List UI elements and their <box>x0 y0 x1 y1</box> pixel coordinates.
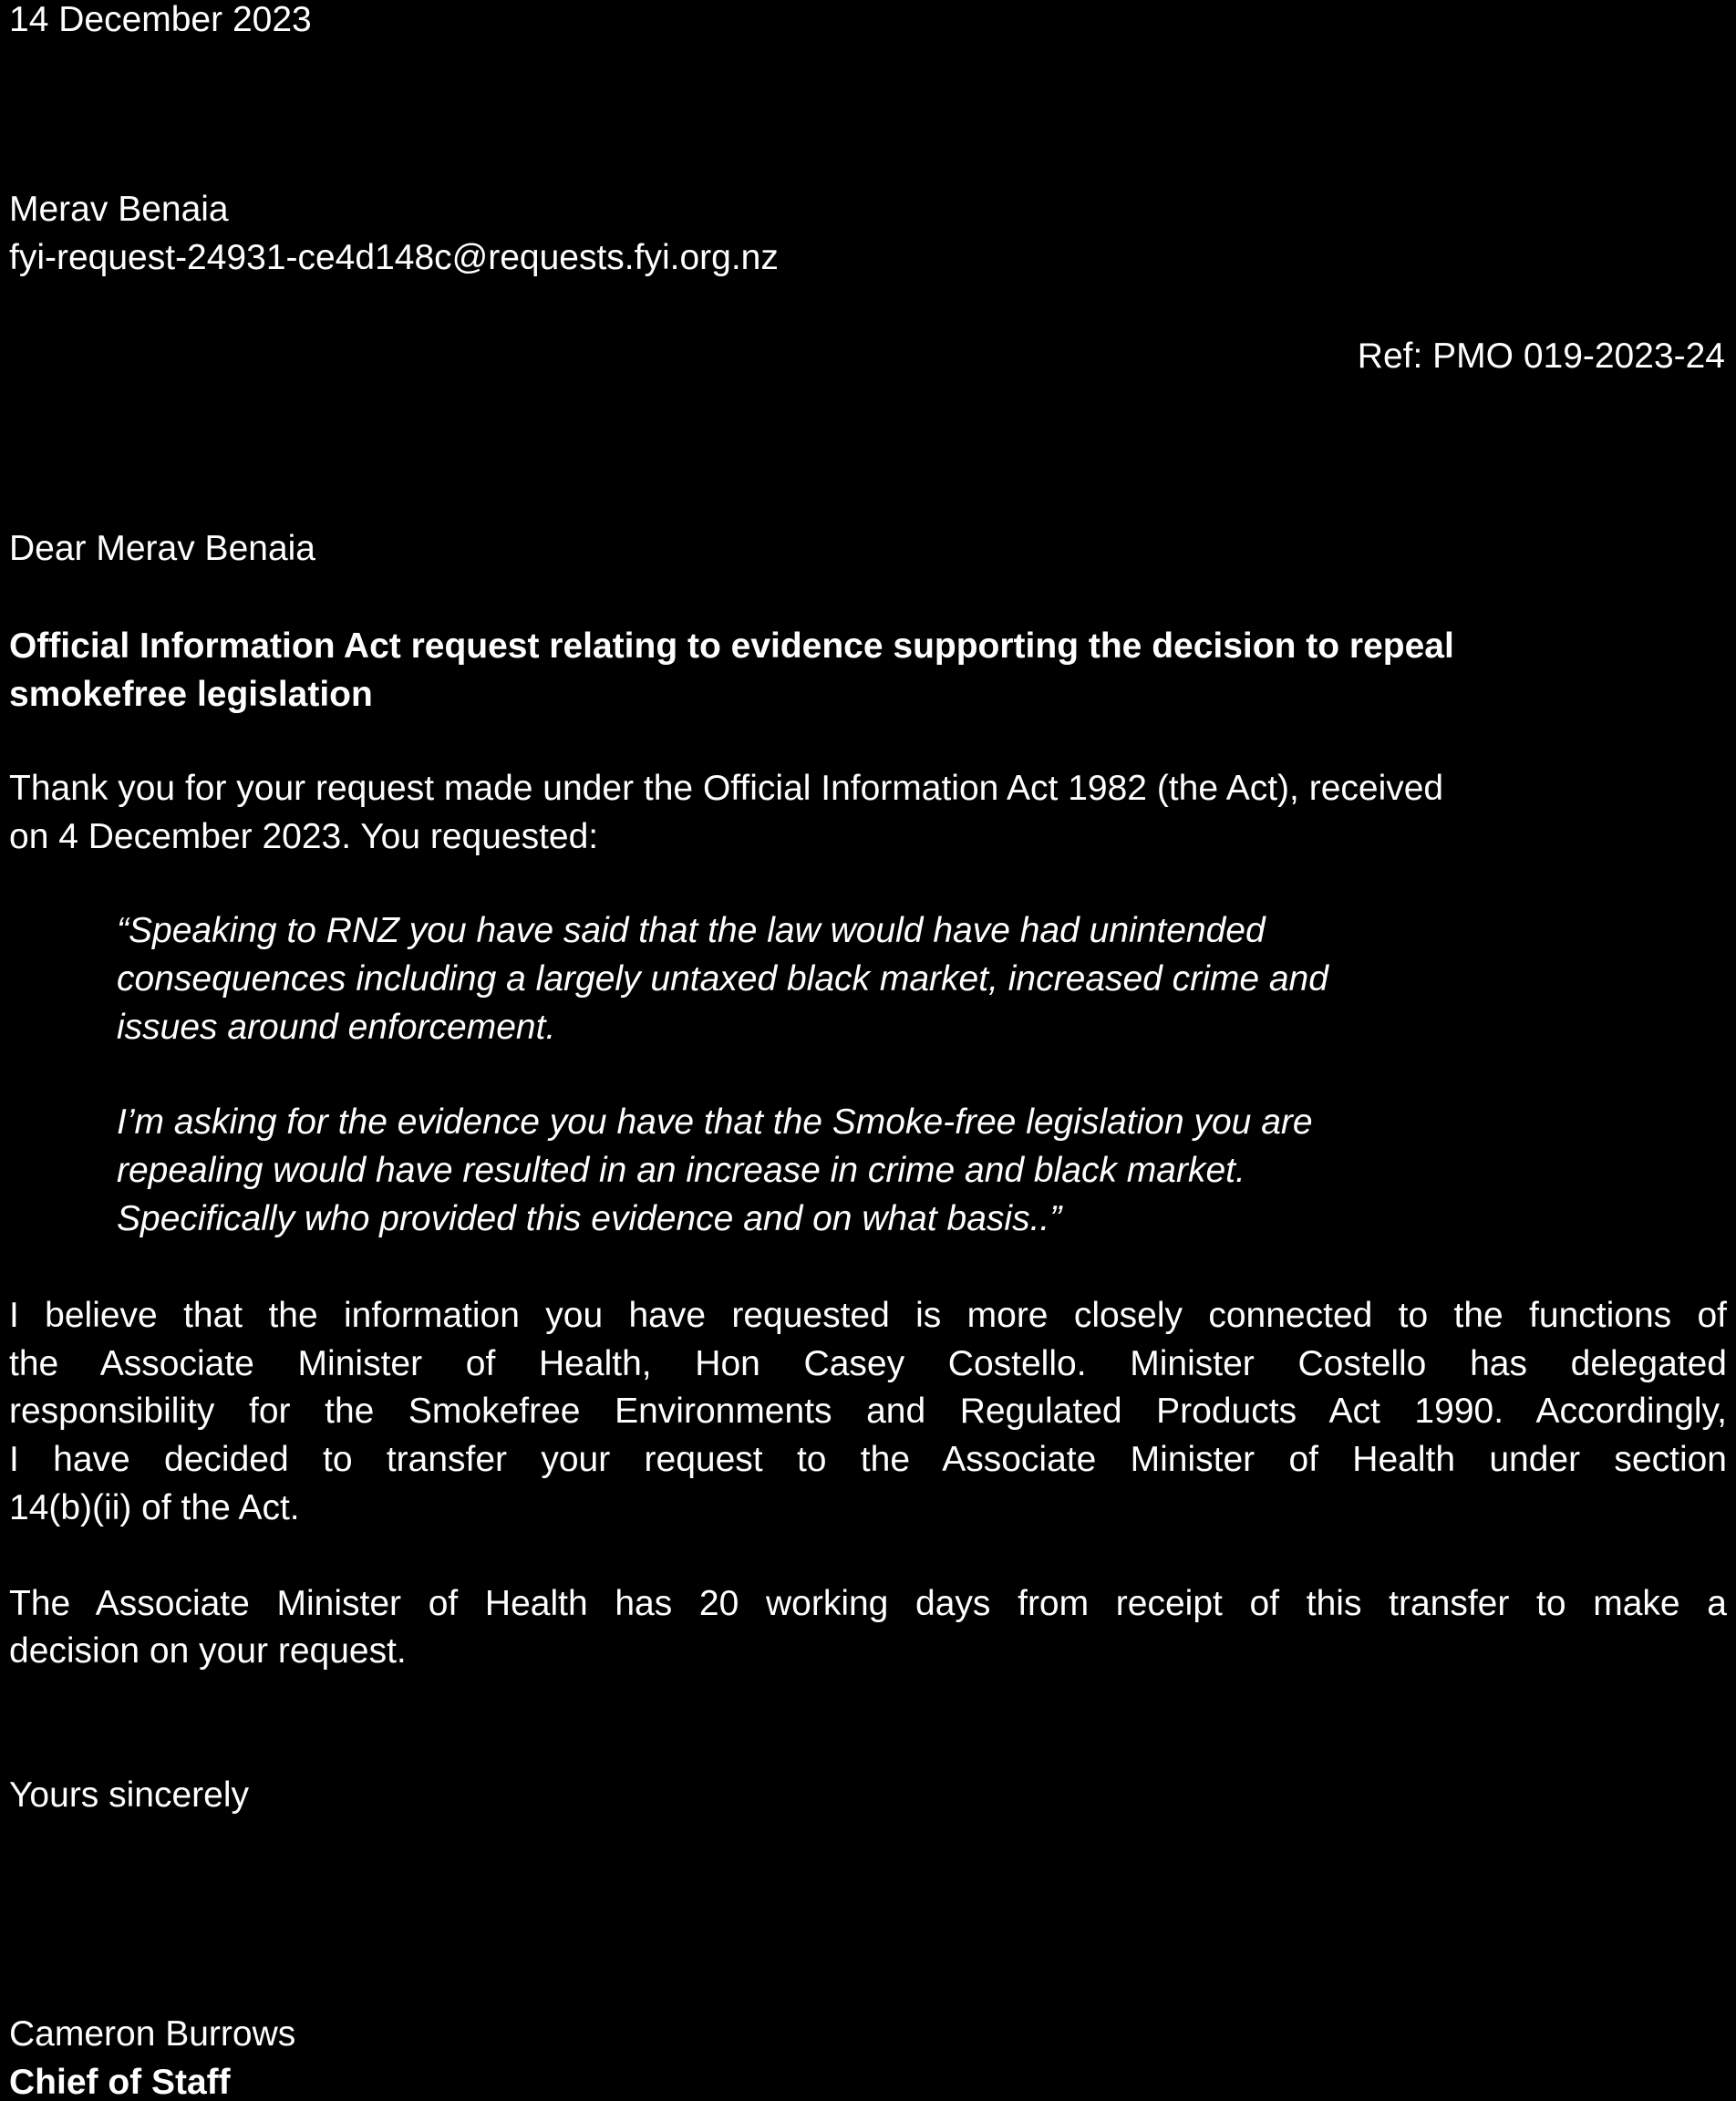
salutation: Dear Merav Benaia <box>9 529 315 568</box>
quote-line: issues around enforcement. <box>117 1008 556 1047</box>
signatory-title: Chief of Staff <box>9 2063 231 2101</box>
subject-line-1: Official Information Act request relating to evidence supporting the decision to repeal <box>9 626 1454 666</box>
intro-line-2: on 4 December 2023. You requested: <box>9 817 599 856</box>
closing: Yours sincerely <box>9 1775 250 1815</box>
quote-line: consequences including a largely untaxed black market, increased crime and <box>117 959 1328 999</box>
body-line: The Associate Minister of Health has 20 working days from receipt of this transfer to make a <box>9 1584 1727 1623</box>
quote-line: repealing would have resulted in an increase in crime and black market. <box>117 1151 1245 1190</box>
letter-date: 14 December 2023 <box>9 0 312 39</box>
subject-line-2: smokefree legislation <box>9 675 373 714</box>
body-line: responsibility for the Smokefree Environments and Regulated Products Act 1990. Accordingly, <box>9 1392 1727 1431</box>
signatory-name: Cameron Burrows <box>9 2014 296 2054</box>
reference-number: Ref: PMO 019-2023-24 <box>1357 336 1725 376</box>
body-line: I believe that the information you have requested is more closely connected to the functions of <box>9 1296 1727 1335</box>
body-line: the Associate Minister of Health, Hon Casey Costello. Minister Costello has delegated <box>9 1344 1727 1383</box>
quote-line: I’m asking for the evidence you have that the Smoke-free legislation you are <box>117 1102 1313 1142</box>
recipient-name: Merav Benaia <box>9 190 229 229</box>
body-line: decision on your request. <box>9 1631 407 1671</box>
body-line: 14(b)(ii) of the Act. <box>9 1488 300 1527</box>
recipient-email: fyi-request-24931-ce4d148c@requests.fyi.org.nz <box>9 238 779 277</box>
intro-line-1: Thank you for your request made under the Official Information Act 1982 (the Act), received <box>9 769 1444 808</box>
quote-line: Specifically who provided this evidence and on what basis..” <box>117 1199 1062 1238</box>
quote-line: “Speaking to RNZ you have said that the law would have had unintended <box>117 911 1266 950</box>
body-line: I have decided to transfer your request to the Associate Minister of Health under section <box>9 1440 1727 1479</box>
